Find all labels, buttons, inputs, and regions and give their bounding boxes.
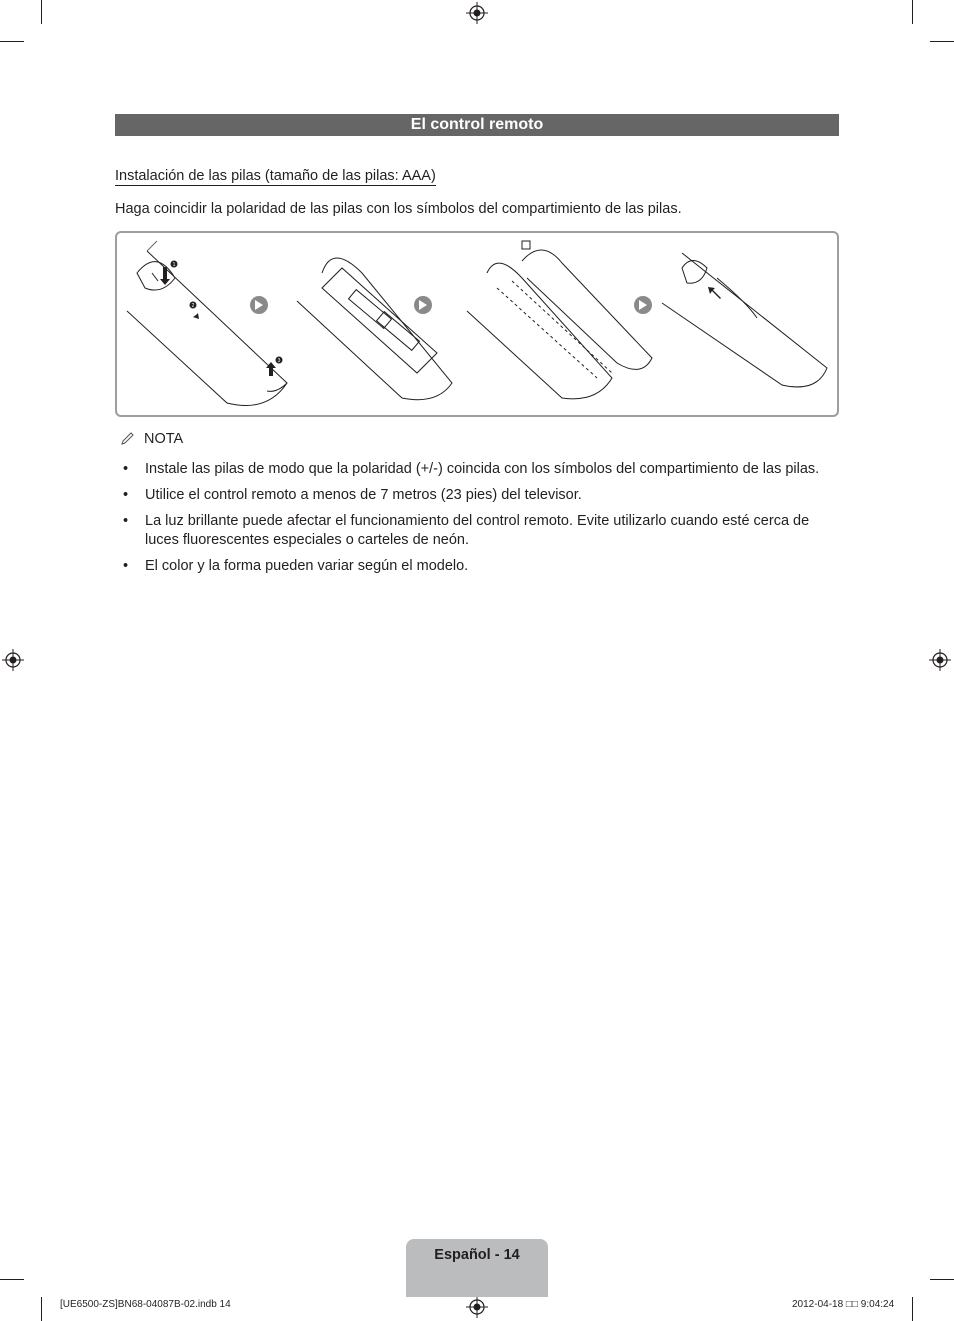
crop-mark — [930, 1279, 954, 1280]
step-marker: 1 — [172, 262, 176, 268]
note-list — [120, 460, 820, 583]
footer-timestamp: 2012-04-18 □□ 9:04:24 — [792, 1299, 895, 1310]
bullet-icon: • — [123, 461, 129, 477]
pencil-note-icon — [120, 432, 136, 446]
list-item: • La luz brillante puede afectar el funcionamiento del control remoto. Evite utilizarlo cuando esté cerca de luces fluorescentes especiales o carteles de neón. — [123, 513, 810, 548]
bullet-icon: • — [123, 487, 129, 503]
registration-mark-icon — [2, 649, 24, 671]
bullet-icon: • — [123, 558, 129, 574]
bullet-icon: • — [123, 513, 129, 529]
list-item: • Utilice el control remoto a menos de 7 metros (23 pies) del televisor. — [123, 487, 582, 503]
page-number-tab: Español - 14 — [406, 1239, 548, 1297]
crop-mark — [912, 0, 913, 24]
crop-mark — [912, 1297, 913, 1321]
footer-file-name: [UE6500-ZS]BN68-04087B-02.indb 14 — [60, 1299, 231, 1310]
intro-text: Haga coincidir la polaridad de las pilas con los símbolos del compartimiento de las pilas. — [115, 201, 682, 217]
crop-mark — [41, 1297, 42, 1321]
arrow-up-icon — [708, 287, 721, 299]
registration-mark-icon — [466, 2, 488, 24]
arrow-right-icon — [414, 296, 432, 314]
crop-mark — [930, 41, 954, 42]
step-3-remote-illustration — [467, 241, 652, 399]
subheading: Instalación de las pilas (tamaño de las pilas: AAA) — [115, 168, 436, 184]
step-marker: 2 — [191, 303, 195, 309]
crop-mark — [0, 41, 24, 42]
crop-mark — [41, 0, 42, 24]
arrow-right-icon — [634, 296, 652, 314]
section-title-bar: El control remoto — [115, 114, 839, 136]
step-4-remote-illustration — [662, 253, 827, 387]
arrow-right-icon — [250, 296, 268, 314]
note-header — [120, 431, 183, 447]
step-2-remote-illustration — [297, 258, 452, 400]
note-label: NOTA — [144, 431, 184, 447]
list-item: • El color y la forma pueden variar según el modelo. — [123, 558, 469, 574]
registration-mark-icon — [466, 1296, 488, 1318]
step-1-remote-illustration — [127, 241, 287, 406]
registration-mark-icon — [929, 649, 951, 671]
crop-mark — [0, 1279, 24, 1280]
battery-installation-illustration — [117, 233, 837, 415]
step-marker: 3 — [277, 358, 281, 364]
battery-installation-figure — [115, 231, 839, 417]
list-item: • Instale las pilas de modo que la polaridad (+/-) coincida con los símbolos del compartimiento de las pilas. — [123, 461, 820, 477]
